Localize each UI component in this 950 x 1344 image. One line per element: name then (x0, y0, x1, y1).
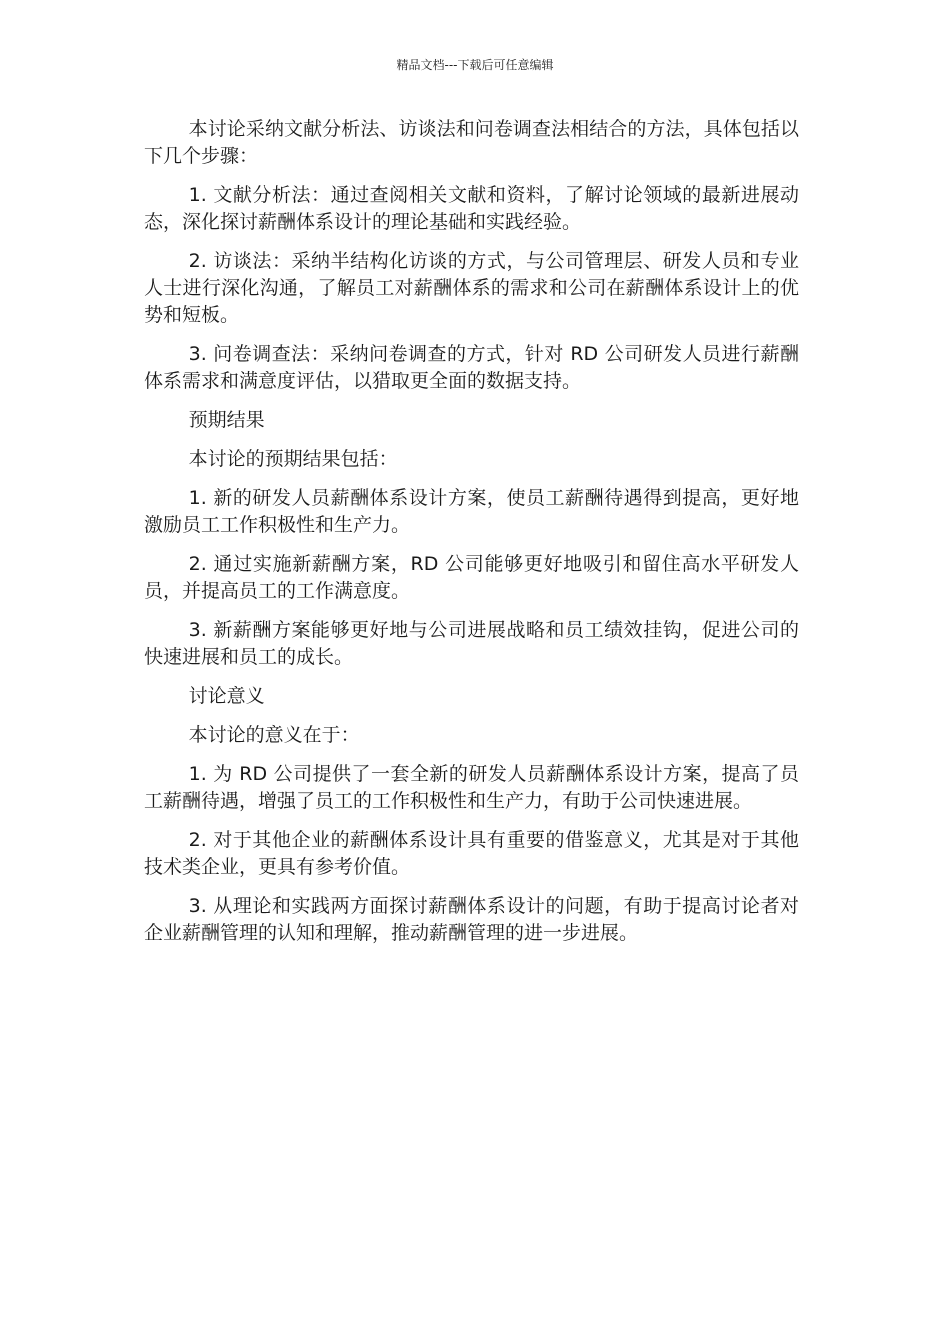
expected-results-intro: 本讨论的预期结果包括： (188, 448, 398, 470)
method-item-2: 2. 访谈法：采纳半结构化访谈的方式，与公司管理层、研发人员和专业人士进行深化沟通，了解员工对薪酬体系的需求和公司在薪酬体系设计上的优势和短板。 (144, 250, 799, 326)
page-header: 精品文档---下载后可任意编辑 (396, 58, 554, 72)
significance-item-1: 1. 为 RD 公司提供了一套全新的研发人员薪酬体系设计方案，提高了员工薪酬待遇，增强了员工的工作积极性和生产力，有助于公司快速进展。 (144, 763, 799, 812)
expected-result-item-1: 1. 新的研发人员薪酬体系设计方案，使员工薪酬待遇得到提高，更好地激励员工工作积极性和生产力。 (144, 487, 799, 536)
significance-intro: 本讨论的意义在于： (188, 724, 360, 746)
document-body (144, 116, 799, 959)
section-heading-expected-results: 预期结果 (188, 409, 265, 431)
method-item-1: 1. 文献分析法：通过查阅相关文献和资料，了解讨论领域的最新进展动态，深化探讨薪酬体系设计的理论基础和实践经验。 (144, 184, 799, 233)
significance-item-2: 2. 对于其他企业的薪酬体系设计具有重要的借鉴意义，尤其是对于其他技术类企业，更具有参考价值。 (144, 829, 799, 878)
expected-result-item-3: 3. 新薪酬方案能够更好地与公司进展战略和员工绩效挂钩，促进公司的快速进展和员工的成长。 (144, 619, 799, 668)
significance-item-3: 3. 从理论和实践两方面探讨薪酬体系设计的问题，有助于提高讨论者对企业薪酬管理的认知和理解，推动薪酬管理的进一步进展。 (144, 895, 799, 944)
section-heading-significance: 讨论意义 (188, 685, 265, 707)
method-item-3: 3. 问卷调查法：采纳问卷调查的方式，针对 RD 公司研发人员进行薪酬体系需求和满意度评估，以猎取更全面的数据支持。 (144, 343, 799, 392)
expected-result-item-2: 2. 通过实施新薪酬方案，RD 公司能够更好地吸引和留住高水平研发人员，并提高员工的工作满意度。 (144, 553, 799, 602)
method-intro-paragraph: 本讨论采纳文献分析法、访谈法和问卷调查法相结合的方法，具体包括以下几个步骤： (144, 118, 799, 167)
